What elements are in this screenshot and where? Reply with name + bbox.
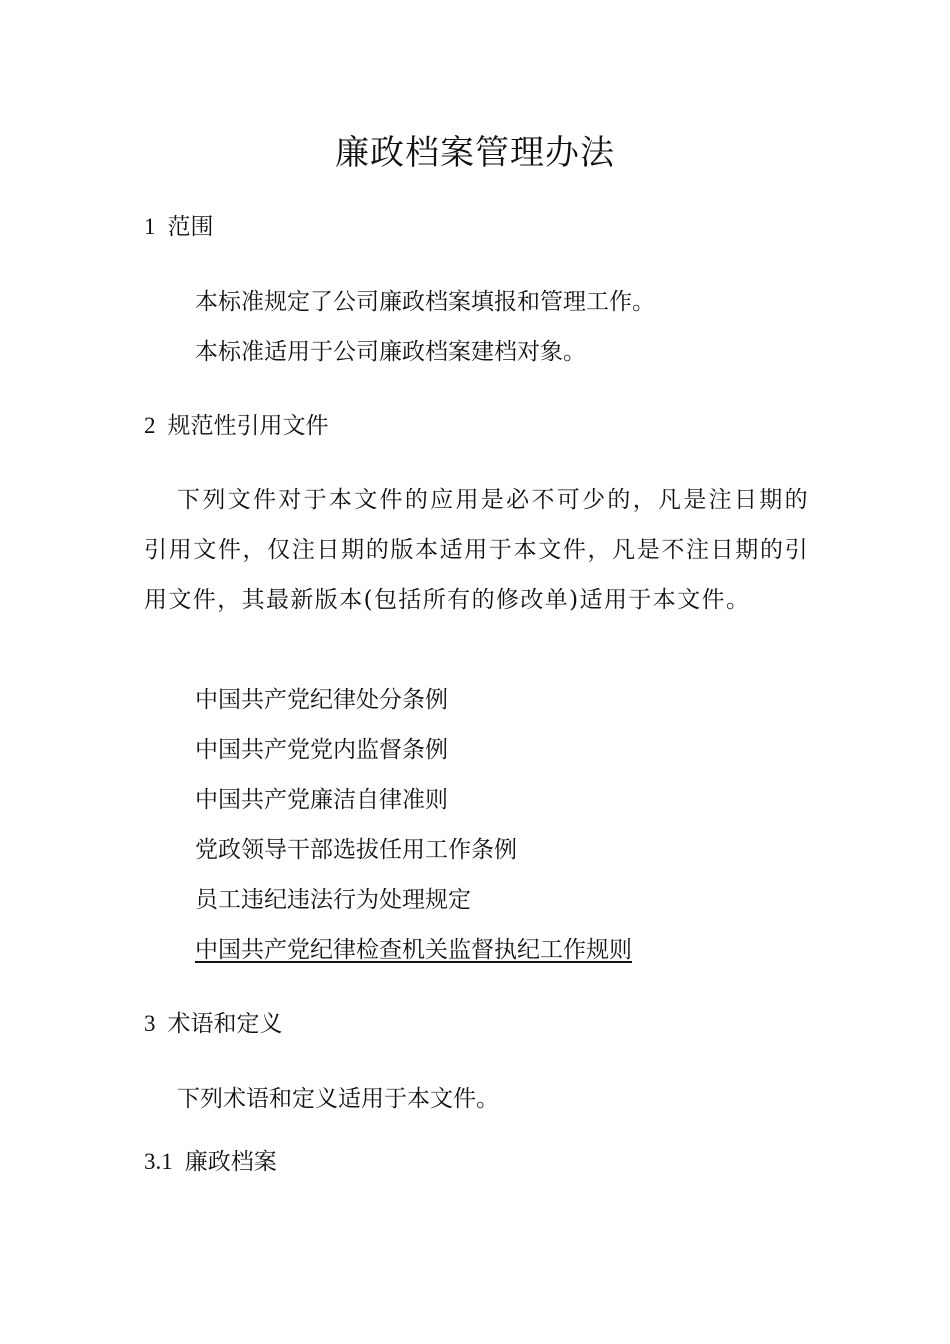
reference-item: 员工违纪违法行为处理规定 bbox=[195, 887, 471, 913]
reference-item-underlined: 中国共产党纪律检查机关监督执纪工作规则 bbox=[195, 937, 632, 963]
section-number: 2 bbox=[144, 413, 156, 438]
section-heading-3-1 bbox=[144, 1146, 277, 1178]
scope-line-2: 本标准适用于公司廉政档案建档对象。 bbox=[195, 339, 586, 365]
section-number: 1 bbox=[144, 214, 156, 239]
scope-line-1: 本标准规定了公司廉政档案填报和管理工作。 bbox=[195, 289, 655, 315]
section-heading-1 bbox=[144, 211, 214, 243]
section-heading-3 bbox=[144, 1008, 283, 1040]
reference-item: 中国共产党廉洁自律准则 bbox=[195, 787, 448, 813]
section-number: 3.1 bbox=[144, 1149, 173, 1174]
document-title: 廉政档案管理办法 bbox=[335, 133, 615, 173]
reference-item: 中国共产党纪律处分条例 bbox=[195, 687, 448, 713]
section-title: 廉政档案 bbox=[184, 1149, 277, 1175]
section-title: 范围 bbox=[167, 214, 214, 240]
reference-item: 中国共产党党内监督条例 bbox=[195, 737, 448, 763]
section-heading-2 bbox=[144, 410, 329, 442]
section-number: 3 bbox=[144, 1011, 156, 1036]
normative-references-paragraph: 下列文件对于本文件的应用是必不可少的，凡是注日期的引用文件，仅注日期的版本适用于本文件，凡是不注日期的引用文件，其最新版本(包括所有的修改单)适用于本文件。 bbox=[144, 487, 809, 613]
section-title: 术语和定义 bbox=[167, 1011, 283, 1037]
section-title: 规范性引用文件 bbox=[167, 413, 329, 439]
reference-item: 党政领导干部选拔任用工作条例 bbox=[195, 837, 517, 863]
terms-intro-line: 下列术语和定义适用于本文件。 bbox=[177, 1086, 499, 1112]
